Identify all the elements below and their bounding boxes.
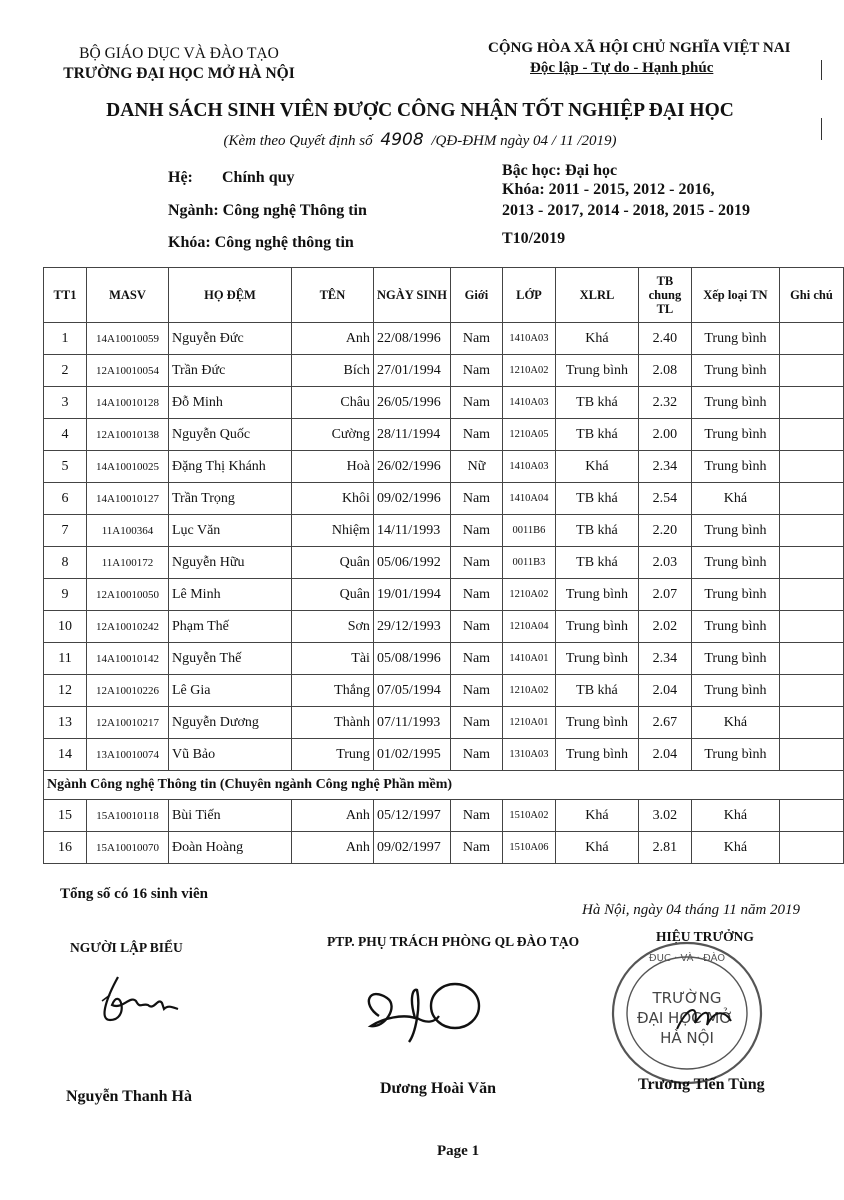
row-gioi: Nam [450, 515, 502, 547]
col-tb-chung: TB chung TL [638, 268, 691, 323]
row-tb: 2.34 [638, 451, 691, 483]
col-tt: TT1 [44, 268, 87, 323]
table-header-row [44, 268, 844, 323]
row-ten: Anh [291, 832, 373, 864]
row-ten: Nhiệm [291, 515, 373, 547]
scan-mark [821, 118, 822, 140]
row-ghi-chu [779, 800, 843, 832]
bac-hoc: Bậc học: Đại học [502, 162, 618, 179]
row-ghi-chu [779, 419, 843, 451]
row-tb: 2.08 [638, 355, 691, 387]
row-lop: 1210A05 [502, 419, 555, 451]
total-count: Tổng số có 16 sinh viên [60, 886, 208, 902]
row-lop: 1210A02 [502, 579, 555, 611]
row-lop: 1410A03 [502, 451, 555, 483]
signer2-name: Dương Hoài Văn [380, 1080, 496, 1097]
row-masv: 12A10010138 [86, 419, 168, 451]
row-ho-dem: Nguyễn Hữu [168, 547, 291, 579]
row-tb: 2.34 [638, 643, 691, 675]
row-lop: 1510A02 [502, 800, 555, 832]
row-ngay-sinh: 01/02/1995 [373, 739, 450, 771]
group-title: Ngành Công nghệ Thông tin (Chuyên ngành Công nghệ Phần mềm) [44, 771, 844, 800]
decision-suffix: /QĐ-ĐHM ngày 04 / 11 /2019) [431, 133, 617, 149]
row-gioi: Nam [450, 611, 502, 643]
row-ten: Châu [291, 387, 373, 419]
khoa: Khóa: Công nghệ thông tin [168, 234, 354, 251]
row-ngay-sinh: 28/11/1994 [373, 419, 450, 451]
table-row [44, 643, 844, 675]
row-ten: Cường [291, 419, 373, 451]
row-masv: 12A10010226 [86, 675, 168, 707]
row-gioi: Nam [450, 707, 502, 739]
row-gioi: Nam [450, 547, 502, 579]
row-masv: 14A10010059 [86, 323, 168, 355]
col-ten: TÊN [291, 268, 373, 323]
row-ten: Bích [291, 355, 373, 387]
table-row [44, 739, 844, 771]
row-ghi-chu [779, 323, 843, 355]
document-title: DANH SÁCH SINH VIÊN ĐƯỢC CÔNG NHẬN TỐT NGHIỆP ĐẠI HỌC [106, 100, 734, 121]
col-xep-loai: Xếp loại TN [691, 268, 779, 323]
khoa-years-2: 2013 - 2017, 2014 - 2018, 2015 - 2019 [502, 202, 750, 219]
row-ghi-chu [779, 387, 843, 419]
row-ngay-sinh: 19/01/1994 [373, 579, 450, 611]
row-tb: 2.07 [638, 579, 691, 611]
table-row [44, 355, 844, 387]
row-ten: Tài [291, 643, 373, 675]
row-ngay-sinh: 05/12/1997 [373, 800, 450, 832]
row-ghi-chu [779, 675, 843, 707]
row-xep-loai: Trung bình [691, 579, 779, 611]
signer1-title: NGƯỜI LẬP BIỂU [70, 940, 183, 955]
table-row [44, 387, 844, 419]
row-xlrl: Khá [555, 323, 638, 355]
row-ngay-sinh: 09/02/1997 [373, 832, 450, 864]
row-ghi-chu [779, 355, 843, 387]
col-gioi: Giới [450, 268, 502, 323]
row-ho-dem: Đỗ Minh [168, 387, 291, 419]
row-ten: Sơn [291, 611, 373, 643]
row-ho-dem: Đoàn Hoàng [168, 832, 291, 864]
row-gioi: Nam [450, 643, 502, 675]
row-xep-loai: Khá [691, 707, 779, 739]
university-name: TRƯỜNG ĐẠI HỌC MỞ HÀ NỘI [63, 65, 295, 82]
table-row [44, 832, 844, 864]
row-ghi-chu [779, 643, 843, 675]
svg-text:TRƯỜNG: TRƯỜNG [652, 989, 722, 1007]
signer1-name: Nguyễn Thanh Hà [66, 1088, 192, 1105]
row-gioi: Nam [450, 355, 502, 387]
row-gioi: Nữ [450, 451, 502, 483]
row-xlrl: TB khá [555, 515, 638, 547]
row-ghi-chu [779, 707, 843, 739]
signer2-title: PTP. PHỤ TRÁCH PHÒNG QL ĐÀO TẠO [327, 934, 580, 949]
row-xlrl: Trung bình [555, 643, 638, 675]
page-number: Page 1 [437, 1143, 480, 1159]
row-masv: 12A10010054 [86, 355, 168, 387]
col-ghi-chu: Ghi chú [779, 268, 843, 323]
row-tt: 13 [44, 707, 87, 739]
row-ho-dem: Nguyễn Đức [168, 323, 291, 355]
row-ten: Trung [291, 739, 373, 771]
table-row [44, 323, 844, 355]
row-ngay-sinh: 07/05/1994 [373, 675, 450, 707]
row-tt: 16 [44, 832, 87, 864]
row-gioi: Nam [450, 800, 502, 832]
row-masv: 13A10010074 [86, 739, 168, 771]
row-ho-dem: Vũ Bảo [168, 739, 291, 771]
republic-name: CỘNG HÒA XÃ HỘI CHỦ NGHĨA VIỆT NAI [488, 40, 791, 56]
col-ho-dem: HỌ ĐỆM [168, 268, 291, 323]
row-xlrl: Trung bình [555, 355, 638, 387]
row-tb: 2.04 [638, 675, 691, 707]
row-lop: 1210A04 [502, 611, 555, 643]
row-tb: 2.20 [638, 515, 691, 547]
row-masv: 14A10010128 [86, 387, 168, 419]
row-ghi-chu [779, 579, 843, 611]
row-tt: 3 [44, 387, 87, 419]
row-gioi: Nam [450, 419, 502, 451]
row-tt: 11 [44, 643, 87, 675]
row-ho-dem: Nguyễn Thế [168, 643, 291, 675]
table-row [44, 547, 844, 579]
row-xlrl: Trung bình [555, 707, 638, 739]
row-ghi-chu [779, 832, 843, 864]
table-row [44, 579, 844, 611]
row-ngay-sinh: 14/11/1993 [373, 515, 450, 547]
row-ho-dem: Lê Minh [168, 579, 291, 611]
row-xlrl: Trung bình [555, 579, 638, 611]
row-gioi: Nam [450, 387, 502, 419]
row-masv: 14A10010127 [86, 483, 168, 515]
row-ten: Quân [291, 547, 373, 579]
row-tt: 12 [44, 675, 87, 707]
row-ten: Quân [291, 579, 373, 611]
row-tt: 5 [44, 451, 87, 483]
row-tb: 2.54 [638, 483, 691, 515]
row-tb: 2.03 [638, 547, 691, 579]
row-tb: 2.00 [638, 419, 691, 451]
svg-text:HÀ NỘI: HÀ NỘI [660, 1029, 714, 1047]
row-ghi-chu [779, 739, 843, 771]
row-xep-loai: Trung bình [691, 739, 779, 771]
row-ngay-sinh: 26/05/1996 [373, 387, 450, 419]
row-xlrl: Khá [555, 800, 638, 832]
row-tt: 2 [44, 355, 87, 387]
row-masv: 12A10010242 [86, 611, 168, 643]
row-xep-loai: Trung bình [691, 515, 779, 547]
row-ten: Anh [291, 800, 373, 832]
row-xlrl: Trung bình [555, 611, 638, 643]
row-lop: 1410A03 [502, 387, 555, 419]
row-ngay-sinh: 05/08/1996 [373, 643, 450, 675]
row-ho-dem: Nguyễn Quốc [168, 419, 291, 451]
row-lop: 1510A06 [502, 832, 555, 864]
scan-mark [821, 60, 822, 80]
place-date: Hà Nội, ngày 04 tháng 11 năm 2019 [582, 902, 801, 918]
row-xep-loai: Trung bình [691, 675, 779, 707]
republic-block [488, 38, 844, 78]
row-ten: Thành [291, 707, 373, 739]
signature-2 [355, 978, 495, 1048]
row-xep-loai: Khá [691, 800, 779, 832]
row-ten: Khôi [291, 483, 373, 515]
table-row [44, 707, 844, 739]
row-lop: 1210A02 [502, 675, 555, 707]
row-gioi: Nam [450, 483, 502, 515]
row-xlrl: TB khá [555, 387, 638, 419]
ministry-name: BỘ GIÁO DỤC VÀ ĐÀO TẠO [79, 45, 279, 62]
row-tt: 15 [44, 800, 87, 832]
table-row [44, 800, 844, 832]
row-lop: 1410A01 [502, 643, 555, 675]
row-tt: 1 [44, 323, 87, 355]
row-ghi-chu [779, 451, 843, 483]
row-lop: 1210A01 [502, 707, 555, 739]
row-ho-dem: Đặng Thị Khánh [168, 451, 291, 483]
row-tb: 2.32 [638, 387, 691, 419]
he-value: Chính quy [222, 169, 295, 186]
table-row [44, 611, 844, 643]
row-tb: 2.02 [638, 611, 691, 643]
row-tt: 8 [44, 547, 87, 579]
table-row [44, 419, 844, 451]
row-ngay-sinh: 07/11/1993 [373, 707, 450, 739]
row-masv: 14A10010025 [86, 451, 168, 483]
group-row [44, 771, 844, 800]
row-lop: 1310A03 [502, 739, 555, 771]
row-ho-dem: Lê Gia [168, 675, 291, 707]
row-ho-dem: Bùi Tiến [168, 800, 291, 832]
row-tt: 4 [44, 419, 87, 451]
row-ghi-chu [779, 611, 843, 643]
row-xlrl: TB khá [555, 675, 638, 707]
row-xep-loai: Trung bình [691, 419, 779, 451]
row-ngay-sinh: 05/06/1992 [373, 547, 450, 579]
row-tb: 2.40 [638, 323, 691, 355]
row-ho-dem: Phạm Thế [168, 611, 291, 643]
row-tb: 2.67 [638, 707, 691, 739]
row-xlrl: Khá [555, 451, 638, 483]
row-tt: 14 [44, 739, 87, 771]
issuer-block [34, 44, 324, 84]
row-ho-dem: Trần Đức [168, 355, 291, 387]
row-ghi-chu [779, 515, 843, 547]
row-lop: 0011B6 [502, 515, 555, 547]
khoa-years-1: Khóa: 2011 - 2015, 2012 - 2016, [502, 181, 715, 198]
row-masv: 12A10010050 [86, 579, 168, 611]
table-row [44, 451, 844, 483]
signer3-title: HIỆU TRƯỞNG [656, 929, 754, 944]
row-gioi: Nam [450, 323, 502, 355]
table-row [44, 515, 844, 547]
row-ngay-sinh: 26/02/1996 [373, 451, 450, 483]
row-ho-dem: Nguyễn Dương [168, 707, 291, 739]
row-gioi: Nam [450, 579, 502, 611]
row-ten: Anh [291, 323, 373, 355]
row-ngay-sinh: 27/01/1994 [373, 355, 450, 387]
decision-reference [40, 130, 800, 150]
svg-text:ĐỤC · VÀ · ĐÀO: ĐỤC · VÀ · ĐÀO [648, 953, 726, 964]
row-ho-dem: Trần Trọng [168, 483, 291, 515]
row-ho-dem: Lục Văn [168, 515, 291, 547]
row-xep-loai: Trung bình [691, 547, 779, 579]
row-xlrl: TB khá [555, 483, 638, 515]
col-lop: LỚP [502, 268, 555, 323]
row-ngay-sinh: 22/08/1996 [373, 323, 450, 355]
row-lop: 0011B3 [502, 547, 555, 579]
row-masv: 12A10010217 [86, 707, 168, 739]
row-xep-loai: Khá [691, 483, 779, 515]
signature-1 [90, 965, 200, 1035]
row-masv: 11A100172 [86, 547, 168, 579]
row-xep-loai: Trung bình [691, 643, 779, 675]
row-ten: Hoà [291, 451, 373, 483]
col-xlrl: XLRL [555, 268, 638, 323]
row-xlrl: TB khá [555, 419, 638, 451]
row-lop: 1210A02 [502, 355, 555, 387]
col-masv: MASV [86, 268, 168, 323]
university-stamp [607, 937, 767, 1087]
row-ten: Thắng [291, 675, 373, 707]
row-gioi: Nam [450, 675, 502, 707]
row-xep-loai: Trung bình [691, 387, 779, 419]
row-xep-loai: Khá [691, 832, 779, 864]
graduates-table [43, 267, 844, 864]
row-ngay-sinh: 09/02/1996 [373, 483, 450, 515]
signer3-name: Trương Tiến Tùng [638, 1076, 765, 1093]
decision-number: 4908 [380, 130, 424, 150]
col-ngay-sinh: NGÀY SINH [373, 268, 450, 323]
period: T10/2019 [502, 230, 566, 247]
row-tb: 2.04 [638, 739, 691, 771]
table-row [44, 483, 844, 515]
decision-prefix: (Kèm theo Quyết định số [223, 133, 373, 149]
row-xlrl: TB khá [555, 547, 638, 579]
row-gioi: Nam [450, 739, 502, 771]
row-lop: 1410A03 [502, 323, 555, 355]
row-ghi-chu [779, 547, 843, 579]
row-masv: 11A100364 [86, 515, 168, 547]
row-tt: 6 [44, 483, 87, 515]
row-xep-loai: Trung bình [691, 323, 779, 355]
row-lop: 1410A04 [502, 483, 555, 515]
row-xlrl: Trung bình [555, 739, 638, 771]
row-gioi: Nam [450, 832, 502, 864]
row-masv: 14A10010142 [86, 643, 168, 675]
row-masv: 15A10010070 [86, 832, 168, 864]
motto: Độc lập - Tự do - Hạnh phúc [530, 60, 714, 76]
row-tt: 9 [44, 579, 87, 611]
svg-text:ĐẠI HỌC MỞ: ĐẠI HỌC MỞ [636, 1009, 734, 1027]
nganh: Ngành: Công nghệ Thông tin [168, 202, 367, 219]
row-xlrl: Khá [555, 832, 638, 864]
row-tt: 10 [44, 611, 87, 643]
row-tb: 2.81 [638, 832, 691, 864]
row-ngay-sinh: 29/12/1993 [373, 611, 450, 643]
he-label: Hệ: [168, 169, 193, 186]
table-row [44, 675, 844, 707]
row-xep-loai: Trung bình [691, 611, 779, 643]
row-xep-loai: Trung bình [691, 451, 779, 483]
row-ghi-chu [779, 483, 843, 515]
row-tt: 7 [44, 515, 87, 547]
row-xep-loai: Trung bình [691, 355, 779, 387]
row-masv: 15A10010118 [86, 800, 168, 832]
row-tb: 3.02 [638, 800, 691, 832]
